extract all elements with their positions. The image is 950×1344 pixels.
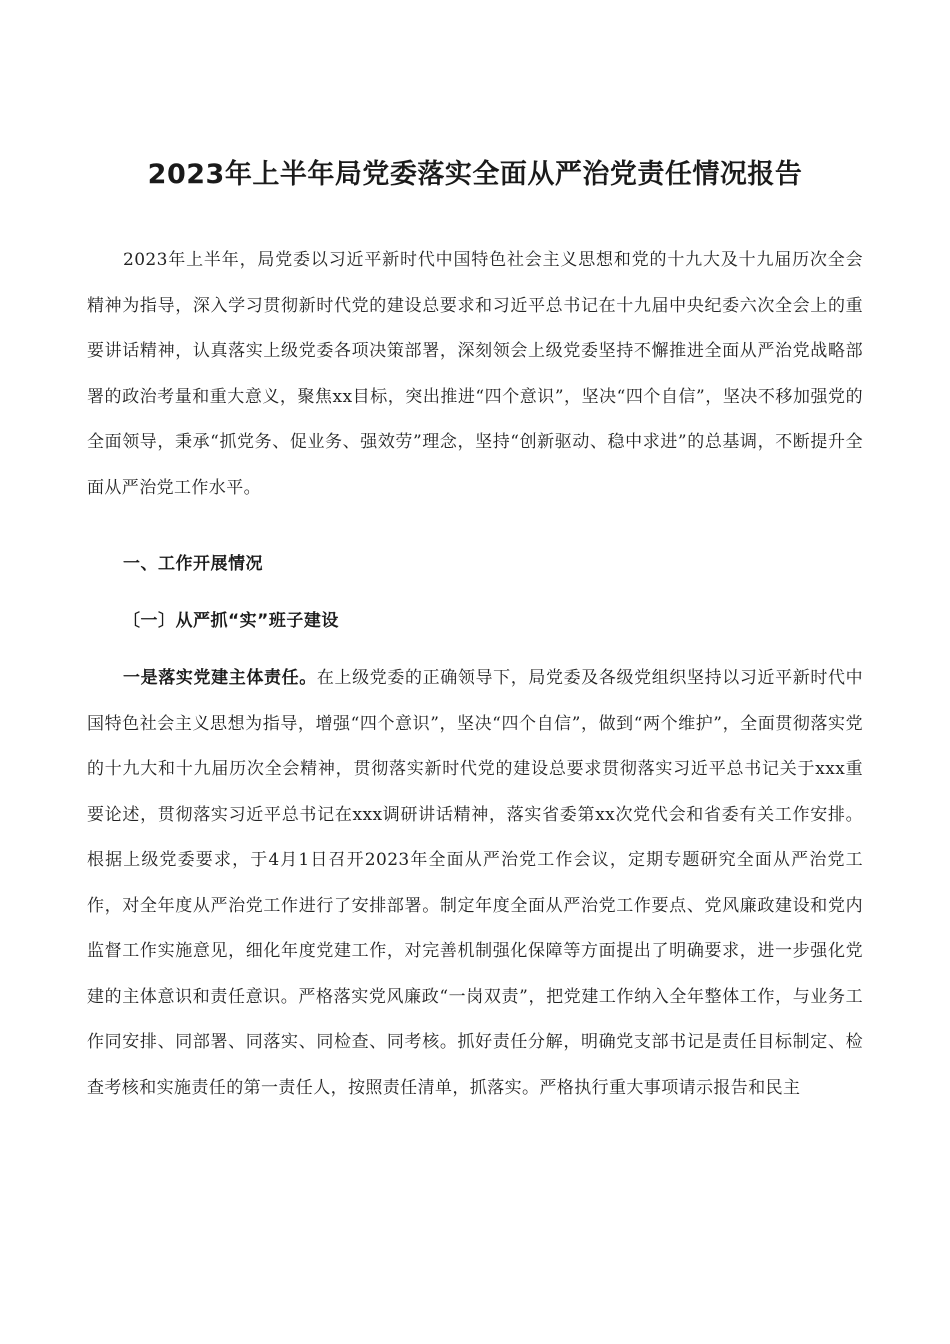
item-body: 在上级党委的正确领导下，局党委及各级党组织坚持以习近平新时代中国特色社会主义思想为指导，增强“四个意识”，坚决“四个自信”，做到“两个维护”，全面贯彻落实党的十九大和十九届历次全会精神，贯彻落实新时代党的建设总要求贯彻落实习近平总书记关于xxx重要论述，贯彻落实习近平总书记在xxx调研讲话精神，落实省委第xx次党代会和省委有关工作安排。根据上级党委要求，于4月1日召开2023年全面从严治党工作会议，定期专题研究全面从严治党工作，对全年度从严治党工作进行了安排部署。制定年度全面从严治党工作要点、党风廉政建设和党内监督工作实施意见，细化年度党建工作，对完善机制强化保障等方面提出了明确要求，进一步强化党建的主体意识和责任意识。严格落实党风廉政“一岗双责”，把党建工作纳入全年整体工作，与业务工作同安排、同部署、同落实、同检查、同考核。抓好责任分解，明确党支部书记是责任目标制定、检查考核和实施责任的第一责任人，按照责任清单，抓落实。严格执行重大事项请示报告和民主 bbox=[87, 668, 863, 1098]
subsection-heading: 〔一〕从严抓“实”班子建设 bbox=[123, 611, 339, 631]
document-title: 2023年上半年局党委落实全面从严治党责任情况报告 bbox=[147, 159, 803, 190]
intro-paragraph: 2023年上半年，局党委以习近平新时代中国特色社会主义思想和党的十九大及十九届历次全会精神为指导，深入学习贯彻新时代党的建设总要求和习近平总书记在十九届中央纪委六次全会上的重要讲话精神，认真落实上级党委各项决策部署，深刻领会上级党委坚持不懈推进全面从严治党战略部署的政治考量和重大意义，聚焦xx目标，突出推进“四个意识”，坚决“四个自信”，坚决不移加强党的全面领导，秉承“抓党务、促业务、强效劳”理念，坚持“创新驱动、稳中求进”的总基调，不断提升全面从严治党工作水平。 bbox=[87, 250, 863, 498]
section-heading: 一、工作开展情况 bbox=[123, 554, 263, 574]
item-lead: 一是落实党建主体责任。 bbox=[123, 668, 317, 688]
item-paragraph bbox=[87, 656, 863, 1111]
